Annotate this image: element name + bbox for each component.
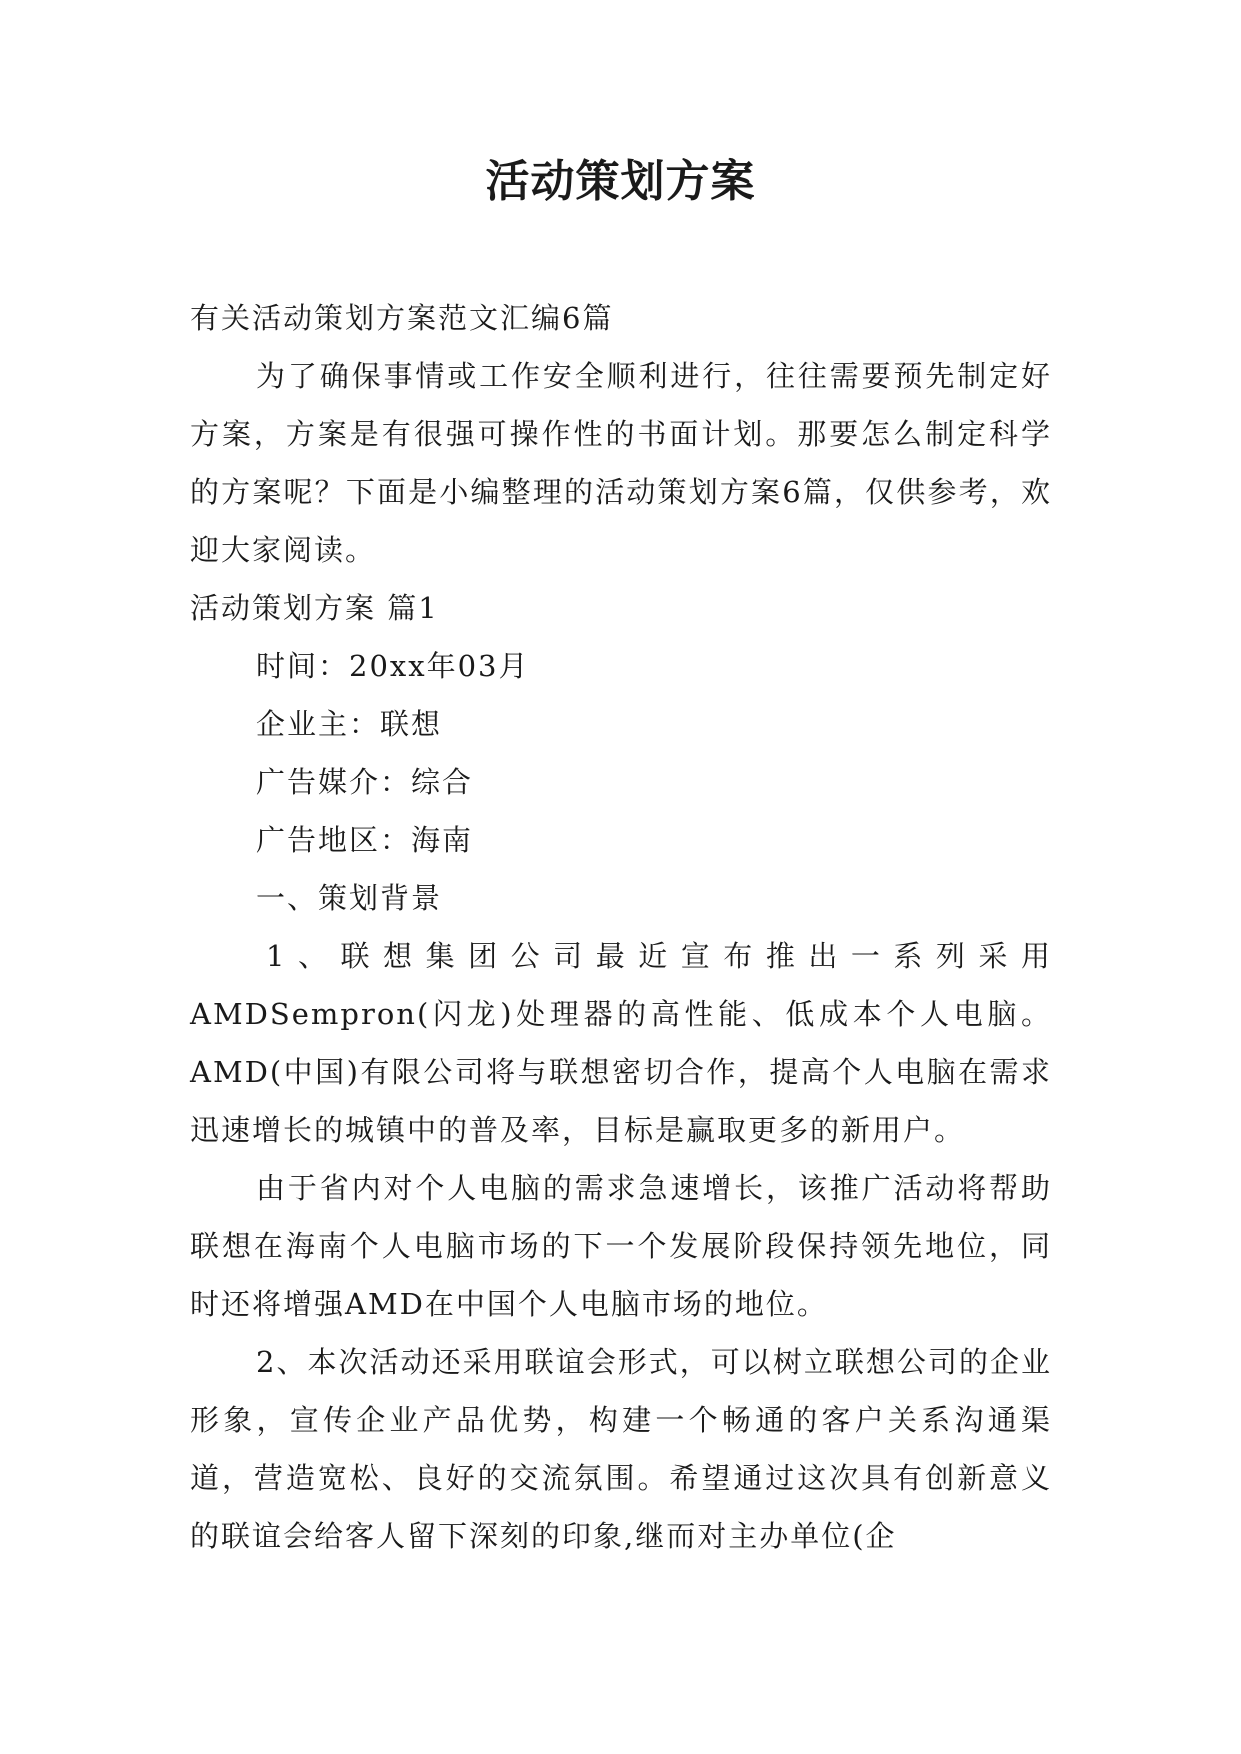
section-heading: 活动策划方案 篇1 (190, 591, 439, 625)
paragraph: 2、本次活动还采用联谊会形式，可以树立联想公司的企业形象，宣传企业产品优势，构建一个畅通的客户关系沟通渠道，营造宽松、良好的交流氛围。希望通过这次具有创新意义的联谊会给客人留下深刻的印象,继而对主办单位(企 (190, 1345, 1052, 1553)
page-title: 活动策划方案 (485, 156, 756, 207)
paragraph: 由于省内对个人电脑的需求急速增长，该推广活动将帮助联想在海南个人电脑市场的下一个发展阶段保持领先地位，同时还将增强AMD在中国个人电脑市场的地位。 (190, 1171, 1052, 1321)
intro-paragraph: 为了确保事情或工作安全顺利进行，往往需要预先制定好方案，方案是有很强可操作性的书面计划。那要怎么制定科学的方案呢？下面是小编整理的活动策划方案6篇，仅供参考，欢迎大家阅读。 (190, 359, 1052, 567)
subtitle: 有关活动策划方案范文汇编6篇 (190, 301, 614, 335)
background-heading: 一、策划背景 (256, 881, 443, 915)
field-owner: 企业主：联想 (256, 707, 443, 741)
field-time: 时间：20xx年03月 (256, 649, 530, 683)
field-media: 广告媒介：综合 (256, 765, 474, 799)
document-body (190, 289, 1052, 1565)
field-region: 广告地区：海南 (256, 823, 474, 857)
paragraph: 1、联想集团公司最近宣布推出一系列采用AMDSempron(闪龙)处理器的高性能、低成本个人电脑。AMD(中国)有限公司将与联想密切合作，提高个人电脑在需求迅速增长的城镇中的普及率，目标是赢取更多的新用户。 (190, 939, 1052, 1147)
